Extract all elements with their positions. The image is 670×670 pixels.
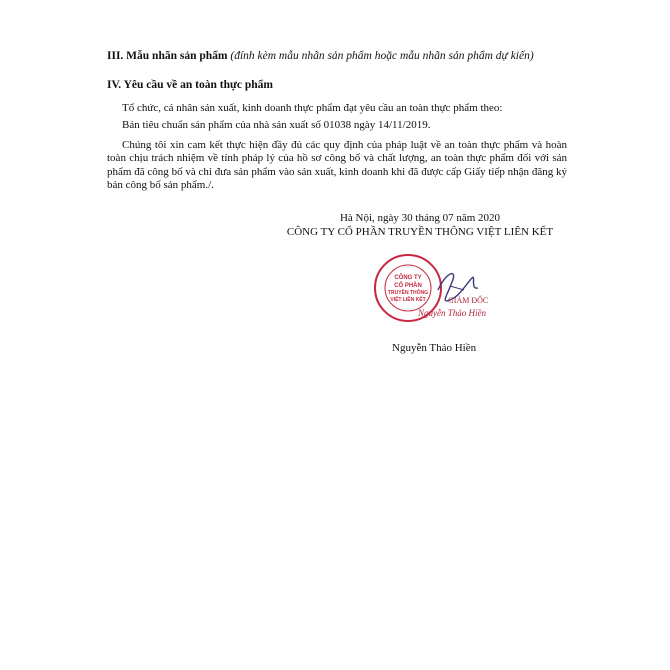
company-name: CÔNG TY CỔ PHẦN TRUYỀN THÔNG VIỆT LIÊN KẾT	[286, 226, 554, 238]
signature-name: Nguyễn Thảo Hiền	[418, 308, 486, 318]
section-3-heading: III. Mẫu nhãn sản phẩm	[107, 50, 228, 62]
place-date: Hà Nội, ngày 30 tháng 07 năm 2020	[339, 212, 501, 224]
requirement-line-2: Bản tiêu chuẩn sản phẩm của nhà sản xuất số 01038 ngày 14/11/2019.	[122, 119, 431, 131]
stamp-text-1: CÔNG TY	[394, 275, 422, 281]
commitment-paragraph: Chúng tôi xin cam kết thực hiện đầy đủ các quy định của pháp luật về an toàn thực phẩm và hoàn toàn chịu trách nhiệm về tính pháp lý của hồ sơ công bố và chất lượng, an toàn thực phẩm đối với sản phẩm đã công bố và chỉ đưa sản phẩm vào sản xuất, kinh doanh khi đã được cấp Giấy tiếp nhận đăng ký bản công bố sản phẩm./.	[107, 139, 567, 191]
stamp-text-3: TRUYỀN THÔNG	[388, 290, 428, 296]
section-4-heading-line	[107, 79, 273, 91]
stamp-text-4: VIỆT LIÊN KẾT	[390, 297, 426, 303]
stamp-text-2: CỔ PHẦN	[394, 283, 422, 289]
section-3-heading-line	[107, 50, 534, 62]
section-4-heading: IV. Yêu cầu về an toàn thực phẩm	[107, 79, 274, 91]
requirement-line-1: Tổ chức, cá nhân sản xuất, kinh doanh thực phẩm đạt yêu cầu an toàn thực phẩm theo:	[122, 102, 503, 114]
printed-name: Nguyễn Thảo Hiền	[392, 342, 477, 354]
section-3-note: (đính kèm mẫu nhãn sản phẩm hoặc mẫu nhãn sản phẩm dự kiến)	[230, 50, 534, 62]
director-title: GIÁM ĐỐC	[448, 296, 489, 305]
